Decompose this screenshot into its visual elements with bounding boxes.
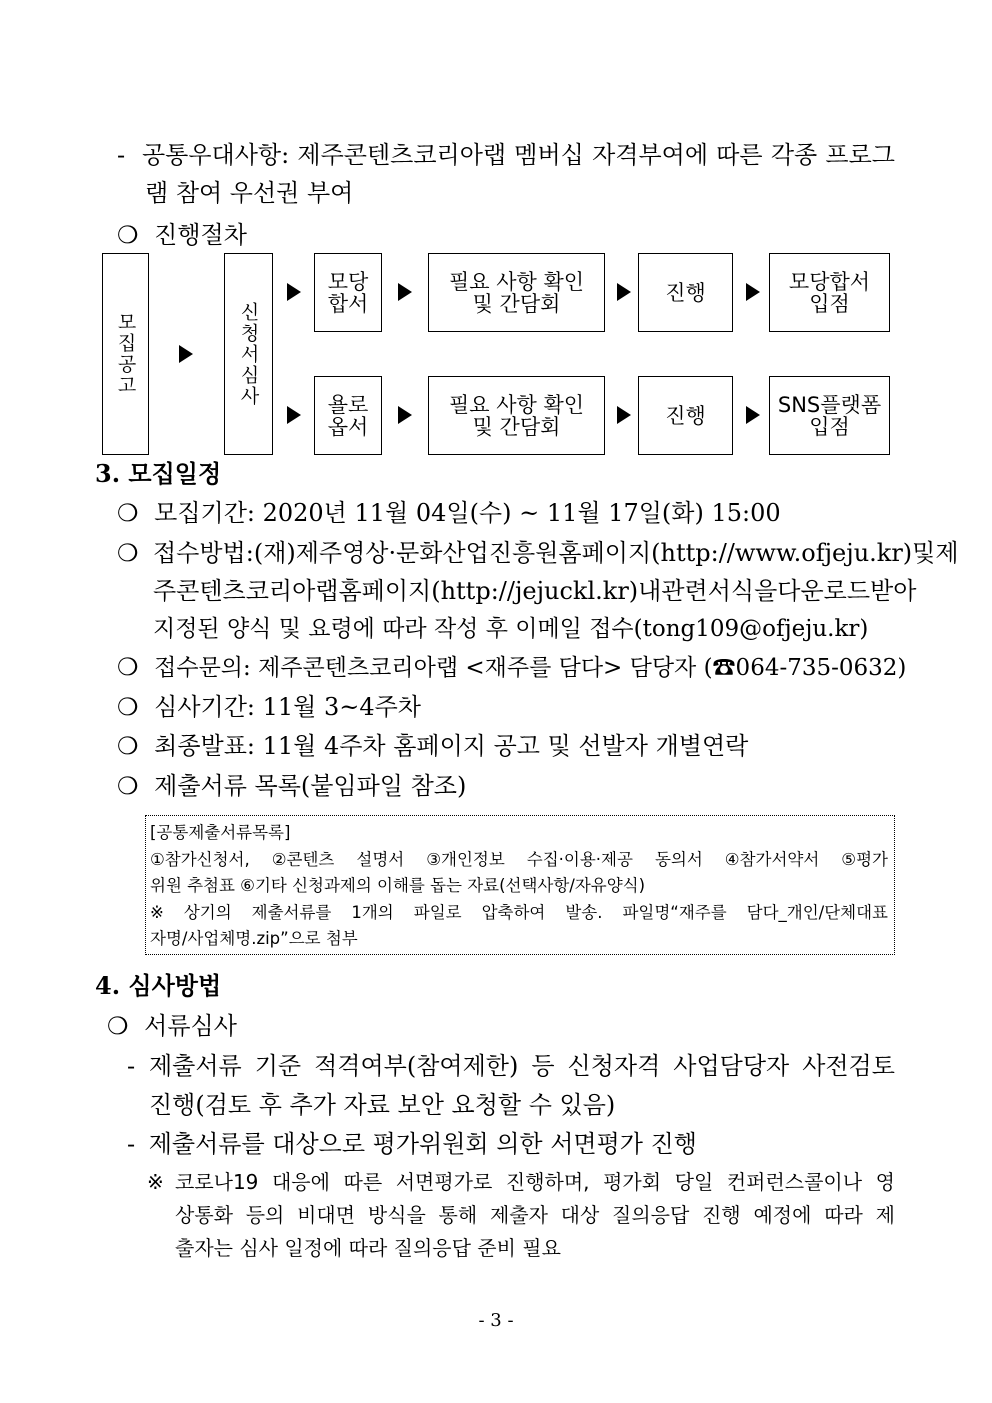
dash-bullet: - bbox=[127, 1052, 136, 1080]
step-yolo-type: 욜로 옵서 bbox=[314, 376, 382, 455]
note-line1: 코로나19 대응에 따른 서면평가로 진행하며, 평가회 당일 컨퍼런스콜이나 영 bbox=[175, 1170, 895, 1194]
documents-list-title: 제출서류 목록(붙임파일 참조) bbox=[154, 772, 467, 800]
step-result-sns: SNS플랫폼 입점 bbox=[769, 376, 890, 455]
arrow-icon bbox=[617, 406, 631, 424]
announcement-line bbox=[117, 731, 748, 761]
final-announcement: 최종발표: 11월 4주차 홈페이지 공고 및 선발자 개별연락 bbox=[154, 732, 749, 760]
period-line bbox=[117, 498, 781, 528]
circle-bullet: ❍ bbox=[117, 653, 139, 681]
benefit-text-line1: 공통우대사항: 제주콘텐츠코리아랩 멤버십 자격부여에 따른 각종 프로그 bbox=[142, 141, 895, 169]
dash-bullet: - bbox=[117, 141, 126, 169]
arrow-icon bbox=[179, 345, 193, 363]
step-progress: 진행 bbox=[638, 376, 733, 455]
arrow-icon bbox=[746, 406, 760, 424]
arrow-icon bbox=[746, 283, 760, 301]
circle-bullet: ❍ bbox=[117, 732, 139, 760]
arrow-icon bbox=[398, 283, 412, 301]
circle-bullet: ❍ bbox=[117, 772, 139, 800]
doc-box-line2: 위원 추첨표 ⑥기타 신청과제의 이해를 돕는 자료(선택사항/자유양식) bbox=[150, 876, 646, 895]
method-line3: 지정된 양식 및 요령에 따라 작성 후 이메일 접수(tong109@ofjeju.kr) bbox=[153, 616, 869, 642]
method-line2: 주콘텐츠코리아랩 홈페이지(http://jejuckl.kr) 내 관련 서식을 다운로드받아 bbox=[153, 577, 917, 605]
review-period-line bbox=[117, 692, 421, 722]
documents-line bbox=[117, 771, 466, 801]
process-title-line bbox=[117, 220, 247, 250]
review-period: 심사기간: 11월 3~4주차 bbox=[154, 693, 421, 721]
doc-box-line4: 자명/사업체명.zip”으로 첨부 bbox=[150, 929, 358, 948]
circle-bullet: ❍ bbox=[117, 539, 139, 567]
arrow-icon bbox=[398, 406, 412, 424]
review-item2-line bbox=[127, 1129, 697, 1159]
reference-mark: ※ bbox=[147, 1170, 164, 1194]
circle-bullet: ❍ bbox=[117, 221, 139, 249]
benefit-text-line2: 램 참여 우선권 부여 bbox=[145, 179, 354, 207]
step-result-modang: 모당합서 입점 bbox=[769, 253, 890, 332]
doc-box-line1: ①참가신청서, ②콘텐츠 설명서 ③개인정보 수집·이용·제공 동의서 ④참가서약서 ⑤평가 bbox=[150, 849, 888, 869]
recruit-period: 모집기간: 2020년 11월 04일(수) ~ 11월 17일(화) 15:00 bbox=[154, 499, 781, 527]
doc-review: 서류심사 bbox=[144, 1012, 237, 1040]
arrow-icon bbox=[617, 283, 631, 301]
page-number: - 3 - bbox=[478, 1310, 514, 1331]
doc-review-line bbox=[107, 1011, 237, 1041]
arrow-icon bbox=[287, 283, 301, 301]
doc-box-title: [공통제출서류목록] bbox=[150, 823, 291, 842]
circle-bullet: ❍ bbox=[117, 499, 139, 527]
document-list-box bbox=[145, 815, 895, 955]
doc-box-line3: ※ 상기의 제출서류를 1개의 파일로 압축하여 발송. 파일명“재주를 담다_개인/단체대표 bbox=[150, 902, 888, 922]
inquiry-line bbox=[117, 652, 906, 683]
arrow-icon bbox=[287, 406, 301, 424]
step-modang-type: 모당 합서 bbox=[314, 253, 382, 332]
step-progress: 진행 bbox=[638, 253, 733, 332]
step-recruit: 모집공고 bbox=[102, 253, 149, 455]
section-4-heading: 4. 심사방법 bbox=[95, 971, 222, 1000]
review-item2: 제출서류를 대상으로 평가위원회 의한 서면평가 진행 bbox=[148, 1130, 697, 1158]
note-line3: 출자는 심사 일정에 따라 질의응답 준비 필요 bbox=[175, 1236, 561, 1260]
note-line2: 상통화 등의 비대면 방식을 통해 제출자 대상 질의응답 진행 예정에 따라 제 bbox=[175, 1203, 895, 1227]
circle-bullet: ❍ bbox=[117, 693, 139, 721]
step-check-meeting: 필요 사항 확인 및 간담회 bbox=[428, 376, 605, 455]
step-check-meeting: 필요 사항 확인 및 간담회 bbox=[428, 253, 605, 332]
process-title: 진행절차 bbox=[154, 221, 247, 249]
section-3-heading: 3. 모집일정 bbox=[95, 459, 222, 488]
dash-bullet: - bbox=[127, 1130, 136, 1158]
review-item1-line2: 진행(검토 후 추가 자료 보안 요청할 수 있음) bbox=[149, 1091, 616, 1119]
circle-bullet: ❍ bbox=[107, 1012, 129, 1040]
step-review: 신청서심사 bbox=[224, 253, 273, 455]
inquiry-text: 접수문의: 제주콘텐츠코리아랩 <재주를 담다> 담당자 (☎064-735-0632) bbox=[154, 655, 907, 681]
